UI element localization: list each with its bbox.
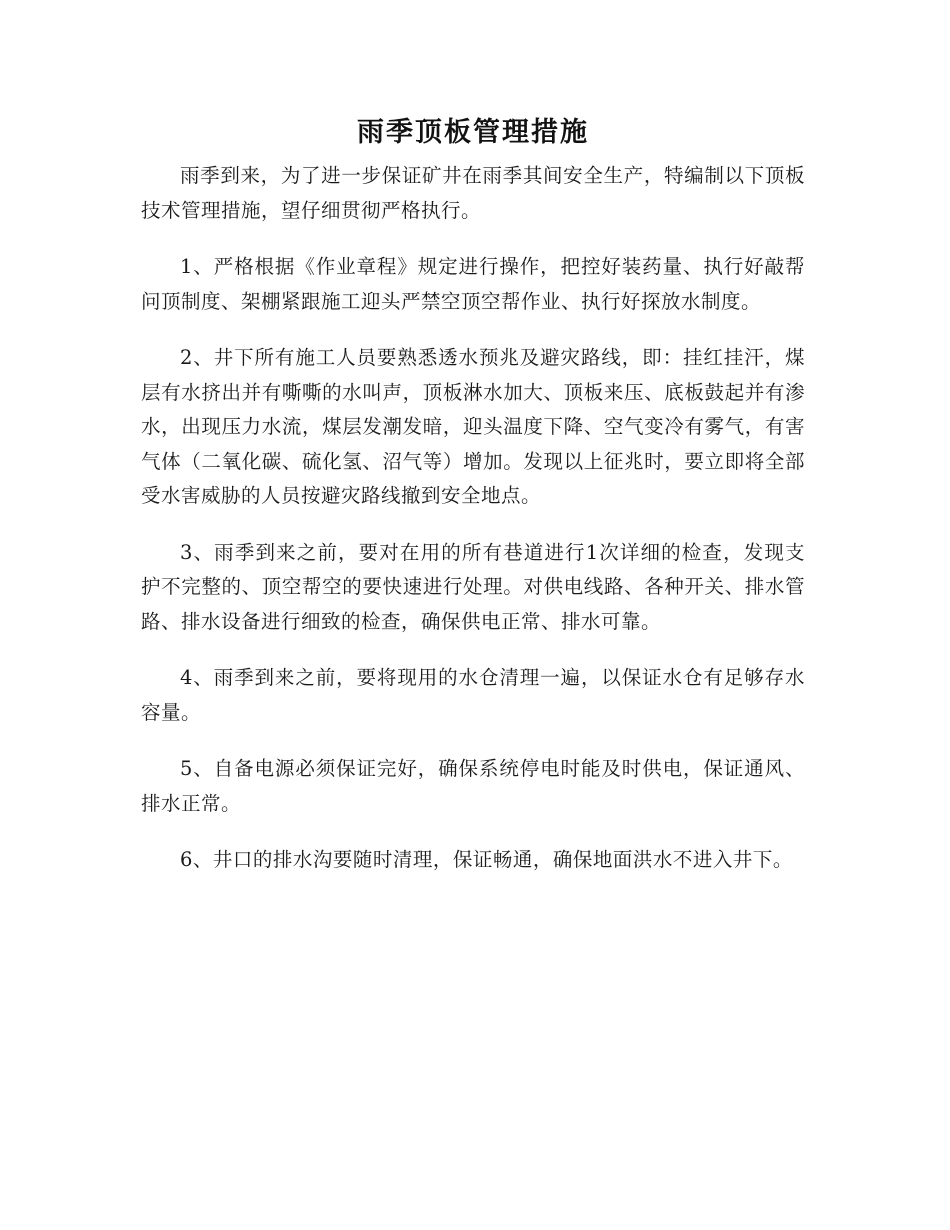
measure-item-1: 1、严格根据《作业章程》规定进行操作，把控好装药量、执行好敲帮问顶制度、架棚紧跟施工迎头严禁空顶空帮作业、执行好探放水制度。 (141, 255, 805, 313)
measure-item-4: 4、雨季到来之前，要将现用的水仓清理一遍，以保证水仓有足够存水容量。 (141, 666, 805, 724)
document-page (141, 110, 805, 878)
intro-paragraph: 雨季到来，为了进一步保证矿井在雨季其间安全生产，特编制以下顶板技术管理措施，望仔细贯彻严格执行。 (141, 164, 805, 222)
measure-item-2: 2、井下所有施工人员要熟悉透水预兆及避灾路线，即：挂红挂汗，煤层有水挤出并有嘶嘶的水叫声，顶板淋水加大、顶板来压、底板鼓起并有渗水，出现压力水流，煤层发潮发暗，迎头温度下降、空气变冷有雾气，有害气体（二氧化碳、硫化氢、沼气等）增加。发现以上征兆时，要立即将全部受水害威胁的人员按避灾路线撤到安全地点。 (141, 346, 805, 507)
measure-item-6: 6、井口的排水沟要随时清理，保证畅通，确保地面洪水不进入井下。 (180, 848, 793, 871)
document-title: 雨季顶板管理措施 (357, 117, 589, 148)
measure-item-3: 3、雨季到来之前，要对在用的所有巷道进行1次详细的检查，发现支护不完整的、顶空帮空的要快速进行处理。对供电线路、各种开关、排水管路、排水设备进行细致的检查，确保供电正常、排水可靠。 (141, 540, 805, 633)
measure-item-5: 5、自备电源必须保证完好，确保系统停电时能及时供电，保证通风、排水正常。 (141, 757, 805, 815)
